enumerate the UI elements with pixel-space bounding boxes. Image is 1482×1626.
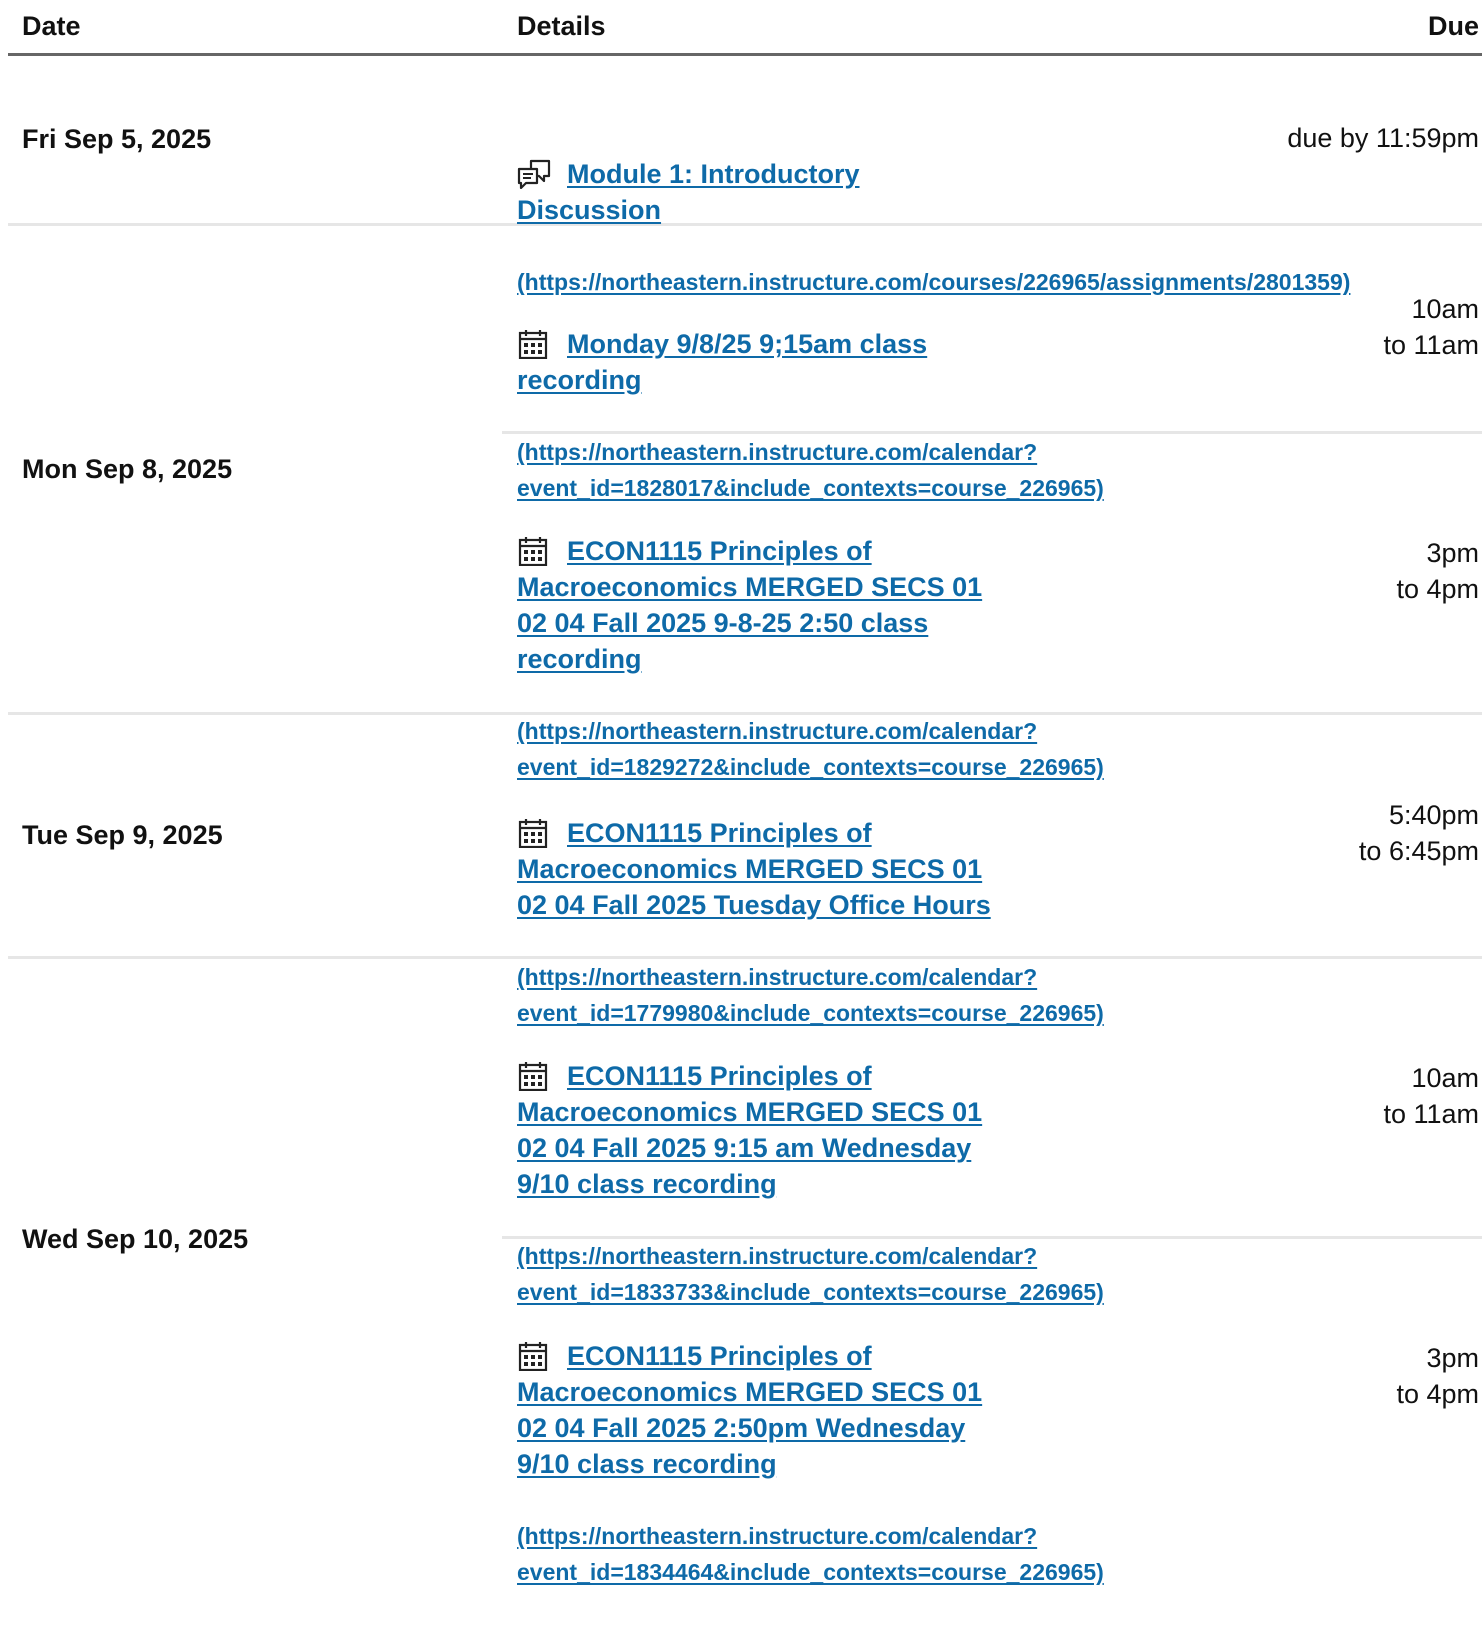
date-cell: Tue Sep 9, 2025 — [22, 820, 223, 850]
date-group — [8, 715, 1482, 1026]
item-url[interactable]: (https://northeastern.instructure.com/calendar? event_id=1833733&include_contexts=course_226965) — [517, 1243, 1104, 1305]
item-url[interactable]: (https://northeastern.instructure.com/calendar? event_id=1829272&include_contexts=course_226965) — [517, 718, 1104, 780]
date-group — [8, 959, 1482, 1585]
discussion-link[interactable] — [517, 159, 860, 225]
table-header — [8, 0, 1482, 56]
item-url[interactable]: (https://northeastern.instructure.com/calendar? event_id=1828017&include_contexts=course_226965) — [517, 439, 1104, 501]
date-cell: Fri Sep 5, 2025 — [22, 124, 212, 154]
item-title: ECON1115 Principles of Macroeconomics MERGED SECS 01 02 04 Fall 2025 2:50pm Wednesday 9/10 class recording — [517, 1341, 983, 1479]
table-row — [502, 434, 1482, 780]
event-link[interactable] — [517, 329, 927, 395]
date-cell: Mon Sep 8, 2025 — [22, 453, 233, 484]
details-column-header: Details — [517, 11, 606, 41]
item-title: ECON1115 Principles of Macroeconomics MERGED SECS 01 02 04 Fall 2025 9-8-25 2:50 class recording — [517, 536, 983, 674]
date-cell: Wed Sep 10, 2025 — [22, 1223, 249, 1254]
calendar-icon — [517, 536, 551, 566]
table-row — [502, 226, 1482, 501]
due-cell: 3pm to 4pm — [1396, 538, 1479, 604]
due-cell: due by 11:59pm — [1287, 123, 1479, 153]
due-cell: 10am to 11am — [1383, 1063, 1479, 1129]
date-group — [8, 56, 1482, 295]
item-url[interactable]: (https://northeastern.instructure.com/calendar? event_id=1834464&include_contexts=course_226965) — [517, 1523, 1104, 1585]
event-link[interactable] — [517, 818, 991, 920]
due-column-header: Due — [1427, 11, 1479, 41]
due-cell: 5:40pm to 6:45pm — [1358, 800, 1479, 866]
discussion-icon — [517, 159, 551, 189]
table-row — [502, 56, 1482, 295]
calendar-icon — [517, 1341, 551, 1371]
table-row — [502, 959, 1482, 1305]
event-link[interactable] — [517, 1341, 982, 1479]
item-title: Monday 9/8/25 9;15am class recording — [517, 329, 928, 395]
item-title: ECON1115 Principles of Macroeconomics MERGED SECS 01 02 04 Fall 2025 9:15 am Wednesday 9/10 class recording — [517, 1061, 983, 1199]
calendar-icon — [517, 818, 551, 848]
table-row — [502, 1239, 1482, 1585]
date-group — [8, 226, 1482, 780]
event-link[interactable] — [517, 1061, 982, 1199]
calendar-icon — [517, 1061, 551, 1091]
item-title: Module 1: Introductory Discussion — [517, 159, 860, 225]
due-cell: 3pm to 4pm — [1396, 1343, 1479, 1409]
item-title: ECON1115 Principles of Macroeconomics MERGED SECS 01 02 04 Fall 2025 Tuesday Office Hours — [517, 818, 991, 920]
course-summary-table — [8, 0, 1482, 1585]
item-url[interactable]: (https://northeastern.instructure.com/calendar? event_id=1779980&include_contexts=course_226965) — [517, 964, 1104, 1026]
calendar-icon — [517, 329, 551, 359]
date-column-header: Date — [22, 11, 81, 41]
item-url[interactable]: (https://northeastern.instructure.com/courses/226965/assignments/2801359) — [517, 269, 1351, 295]
event-link[interactable] — [517, 536, 982, 674]
due-cell: 10am to 11am — [1383, 294, 1479, 360]
table-row — [502, 715, 1482, 1026]
